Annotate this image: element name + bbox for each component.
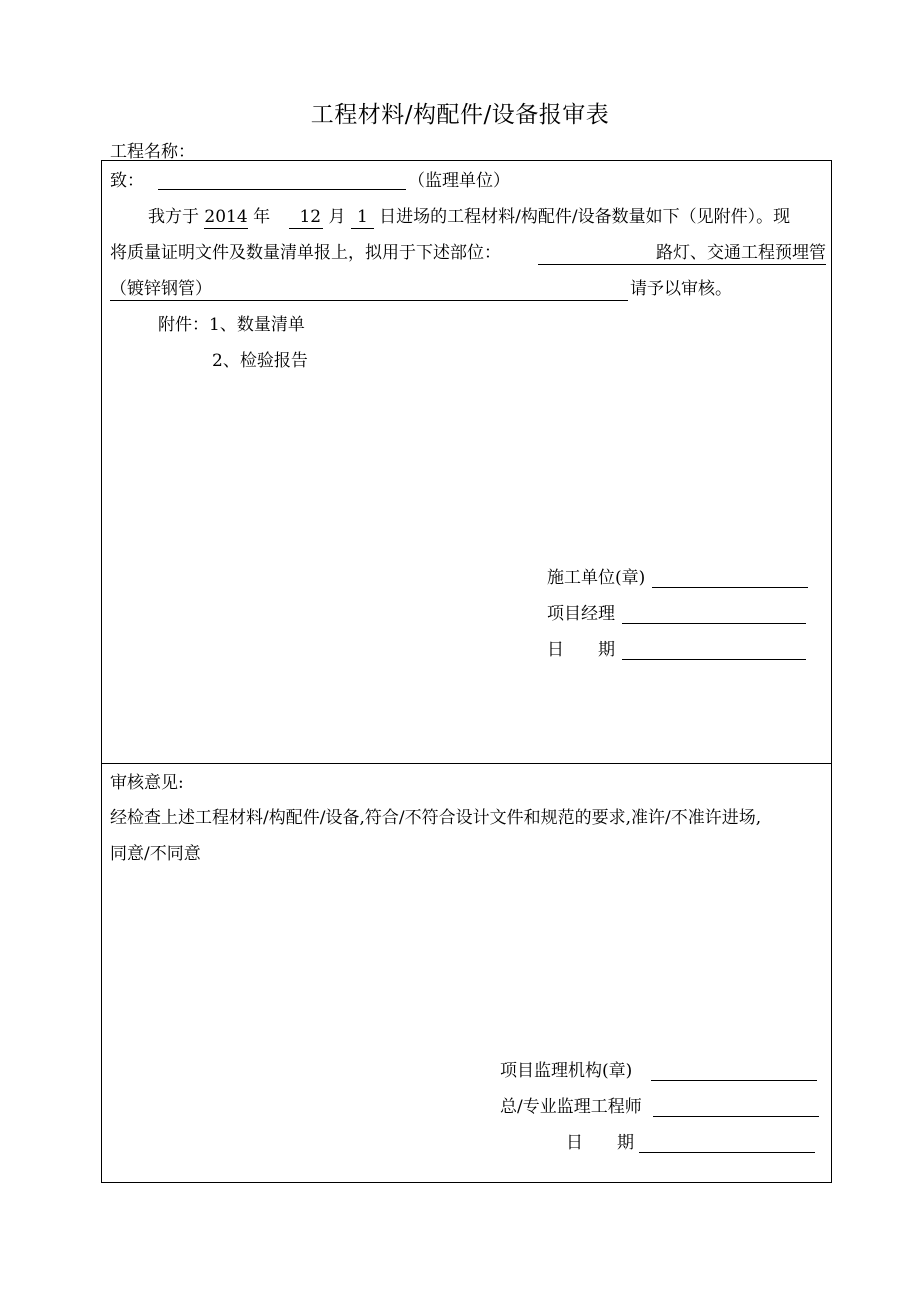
para-intro-text: 我方于 [148, 207, 199, 227]
para-intro [148, 206, 790, 229]
supervisor-suffix: （监理单位） [408, 171, 510, 191]
opinion-line1: 经检查上述工程材料/构配件/设备,符合/不符合设计文件和规范的要求,准许/不准许进场, [110, 808, 762, 828]
review-date-label: 日 期 [566, 1133, 634, 1153]
contractor-label: 施工单位(章) [547, 568, 646, 588]
review-date-field[interactable] [639, 1152, 815, 1153]
day-value: 1 [351, 206, 374, 229]
submission-date-label: 日 期 [547, 640, 615, 660]
para-line2: 将质量证明文件及数量清单报上，拟用于下述部位： [110, 243, 501, 263]
project-name-label: 工程名称： [110, 142, 195, 162]
form-title: 工程材料/构配件/设备报审表 [310, 102, 610, 128]
attachment-2: 2、检验报告 [212, 351, 308, 371]
section-divider [102, 763, 831, 764]
location-part1: 路灯、交通工程预埋管 [538, 242, 826, 265]
engineer-signature-field[interactable] [653, 1116, 819, 1117]
to-label: 致： [110, 171, 144, 191]
year-value: 2014 [204, 207, 248, 227]
agency-signature-field[interactable] [651, 1080, 817, 1081]
attachments-label: 附件：1、数量清单 [158, 315, 305, 335]
form-table [101, 160, 832, 1183]
year-unit: 年 [253, 207, 271, 227]
month-unit: 月 [328, 207, 346, 227]
manager-signature-field[interactable] [622, 623, 806, 624]
location-part2: （镀锌钢管） [110, 278, 628, 301]
submission-date-field[interactable] [622, 659, 806, 660]
manager-label: 项目经理 [547, 604, 615, 624]
month-value: 12 [289, 206, 323, 229]
supervisor-name-field[interactable] [158, 189, 406, 190]
opinion-label: 审核意见: [110, 773, 184, 793]
agency-label: 项目监理机构(章) [500, 1061, 633, 1081]
contractor-signature-field[interactable] [652, 587, 808, 588]
opinion-line2: 同意/不同意 [110, 844, 201, 864]
para-line1-rest: 日进场的工程材料/构配件/设备数量如下（见附件）。现 [379, 207, 791, 227]
request-text: 请予以审核。 [630, 279, 732, 299]
engineer-label: 总/专业监理工程师 [500, 1097, 642, 1117]
